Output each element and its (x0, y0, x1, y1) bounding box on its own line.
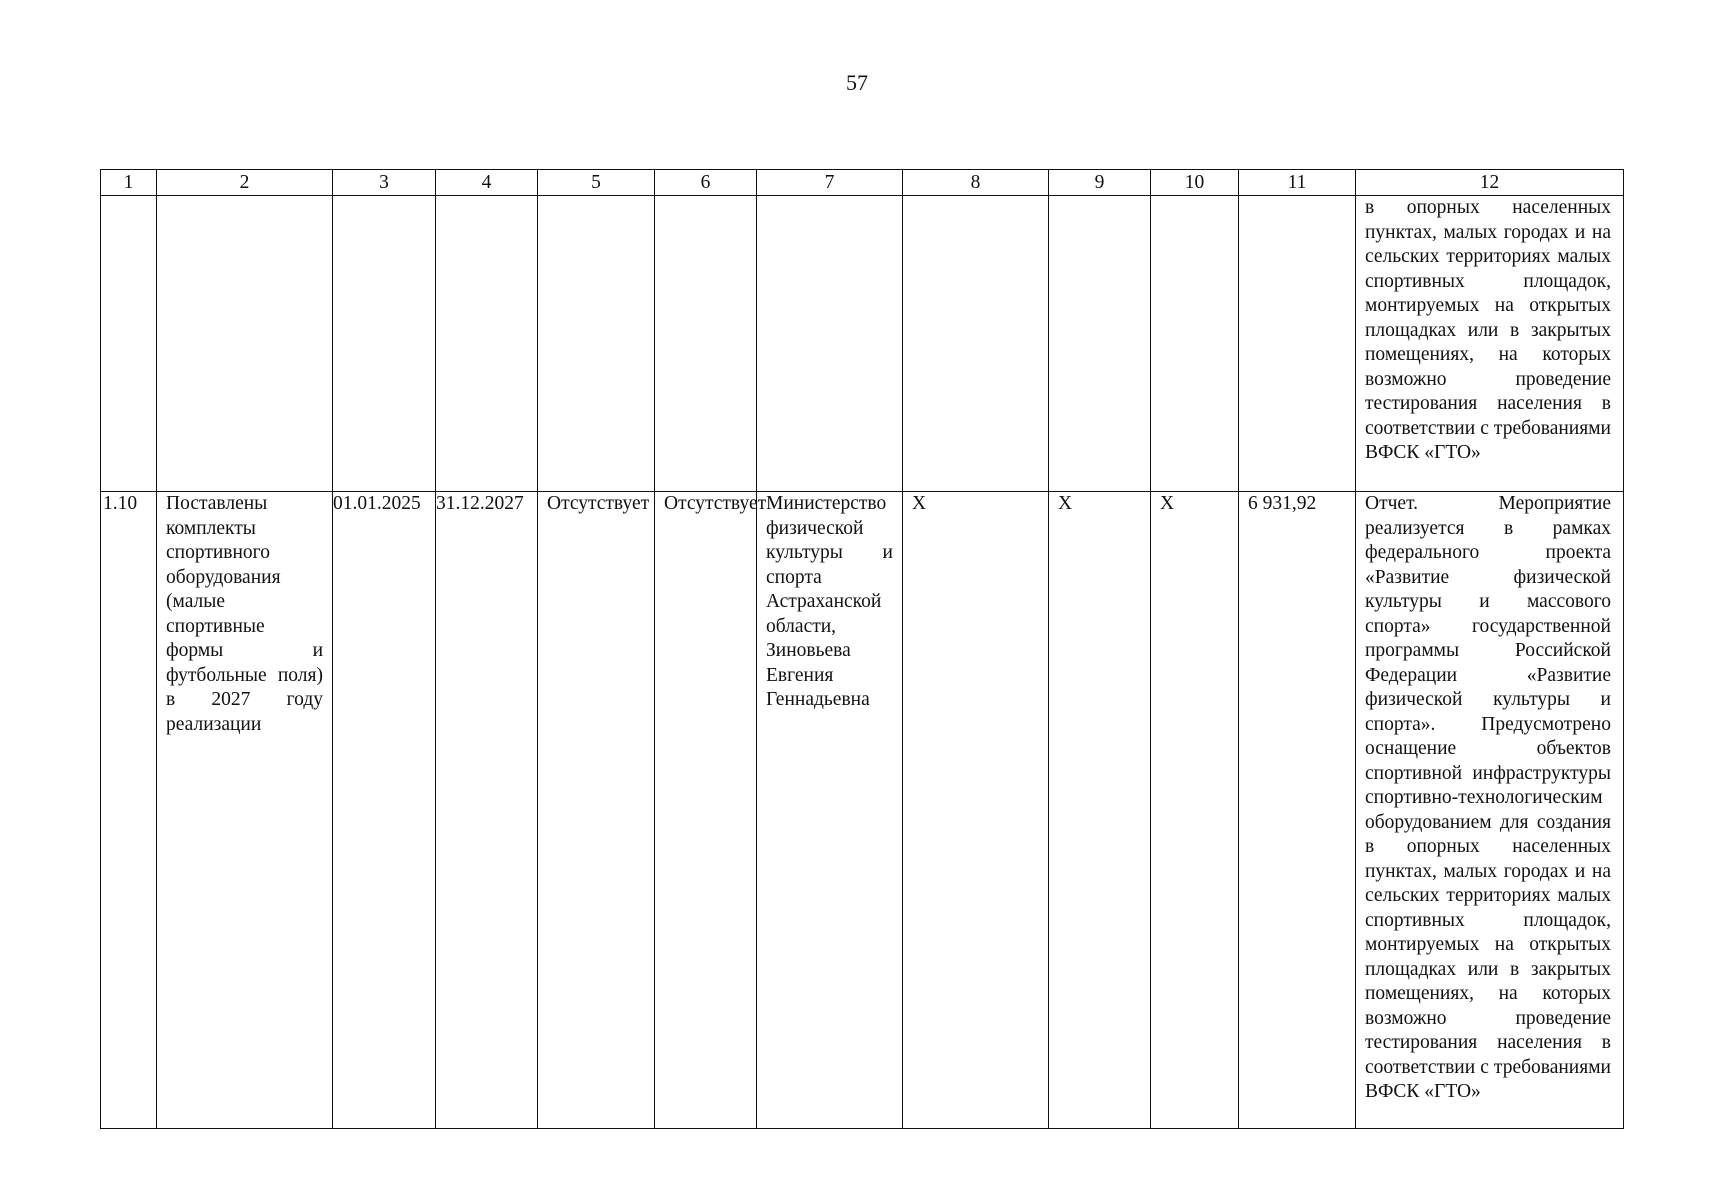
header-col-11: 11 (1239, 170, 1356, 196)
header-col-12: 12 (1356, 170, 1624, 196)
header-col-4: 4 (436, 170, 538, 196)
col6-cell: Отсутствует (655, 492, 757, 1129)
cell (757, 196, 903, 492)
col9-cell: X (1049, 492, 1151, 1129)
header-col-3: 3 (333, 170, 436, 196)
cell (333, 196, 436, 492)
note-cell: Отчет. Мероприятие реализуется в рамках федерального проекта «Развитие физической культуры и массового спорта» государственной программы Российской Федерации «Развитие физической культуры и спорта». Предусмотрено оснащение объектов спортивной инфраструктуры спортивно-технологическим оборудованием для создания в опорных населенных пунктах, малых городах и на сельских территориях малых спортивных площадок, монтируемых на открытых площадках или в закрытых помещениях, на которых возможно проведение тестирования населения в соответствии с требованиями ВФСК «ГТО» (1356, 492, 1624, 1129)
col10-cell: X (1151, 492, 1239, 1129)
cell (436, 196, 538, 492)
header-col-5: 5 (538, 170, 655, 196)
page-number: 57 (846, 70, 868, 95)
cell (101, 196, 157, 492)
continuation-row (101, 196, 1624, 492)
header-col-2: 2 (157, 170, 333, 196)
table-row-1-10 (101, 492, 1624, 1129)
header-col-10: 10 (1151, 170, 1239, 196)
cell (903, 196, 1049, 492)
plan-table (100, 169, 1624, 1129)
cell (655, 196, 757, 492)
header-col-6: 6 (655, 170, 757, 196)
row-number-cell: 1.10 (101, 492, 157, 1129)
col8-cell: X (903, 492, 1049, 1129)
responsible-cell: Министерство физической культуры и спорта Астраханской области, Зиновьева Евгения Геннадьевна (757, 492, 903, 1129)
continuation-note-cell: в опорных населенных пунктах, малых городах и на сельских территориях малых спортивных площадок, монтируемых на открытых площадках или в закрытых помещениях, на которых возможно проведение тестирования населения в соответствии с требованиями ВФСК «ГТО» (1356, 196, 1624, 492)
cell (1239, 196, 1356, 492)
cell (1049, 196, 1151, 492)
cell (1151, 196, 1239, 492)
start-date-cell: 01.01.2025 (333, 492, 436, 1129)
header-col-9: 9 (1049, 170, 1151, 196)
header-col-1: 1 (101, 170, 157, 196)
result-name-cell: Поставлены комплекты спортивного оборудования (малые спортивные формы и футбольные поля) в 2027 году реализации (157, 492, 333, 1129)
cell (157, 196, 333, 492)
amount-cell: 6 931,92 (1239, 492, 1356, 1129)
end-date-cell: 31.12.2027 (436, 492, 538, 1129)
col5-cell: Отсутствует (538, 492, 655, 1129)
header-row (101, 170, 1624, 196)
cell (538, 196, 655, 492)
header-col-8: 8 (903, 170, 1049, 196)
header-col-7: 7 (757, 170, 903, 196)
